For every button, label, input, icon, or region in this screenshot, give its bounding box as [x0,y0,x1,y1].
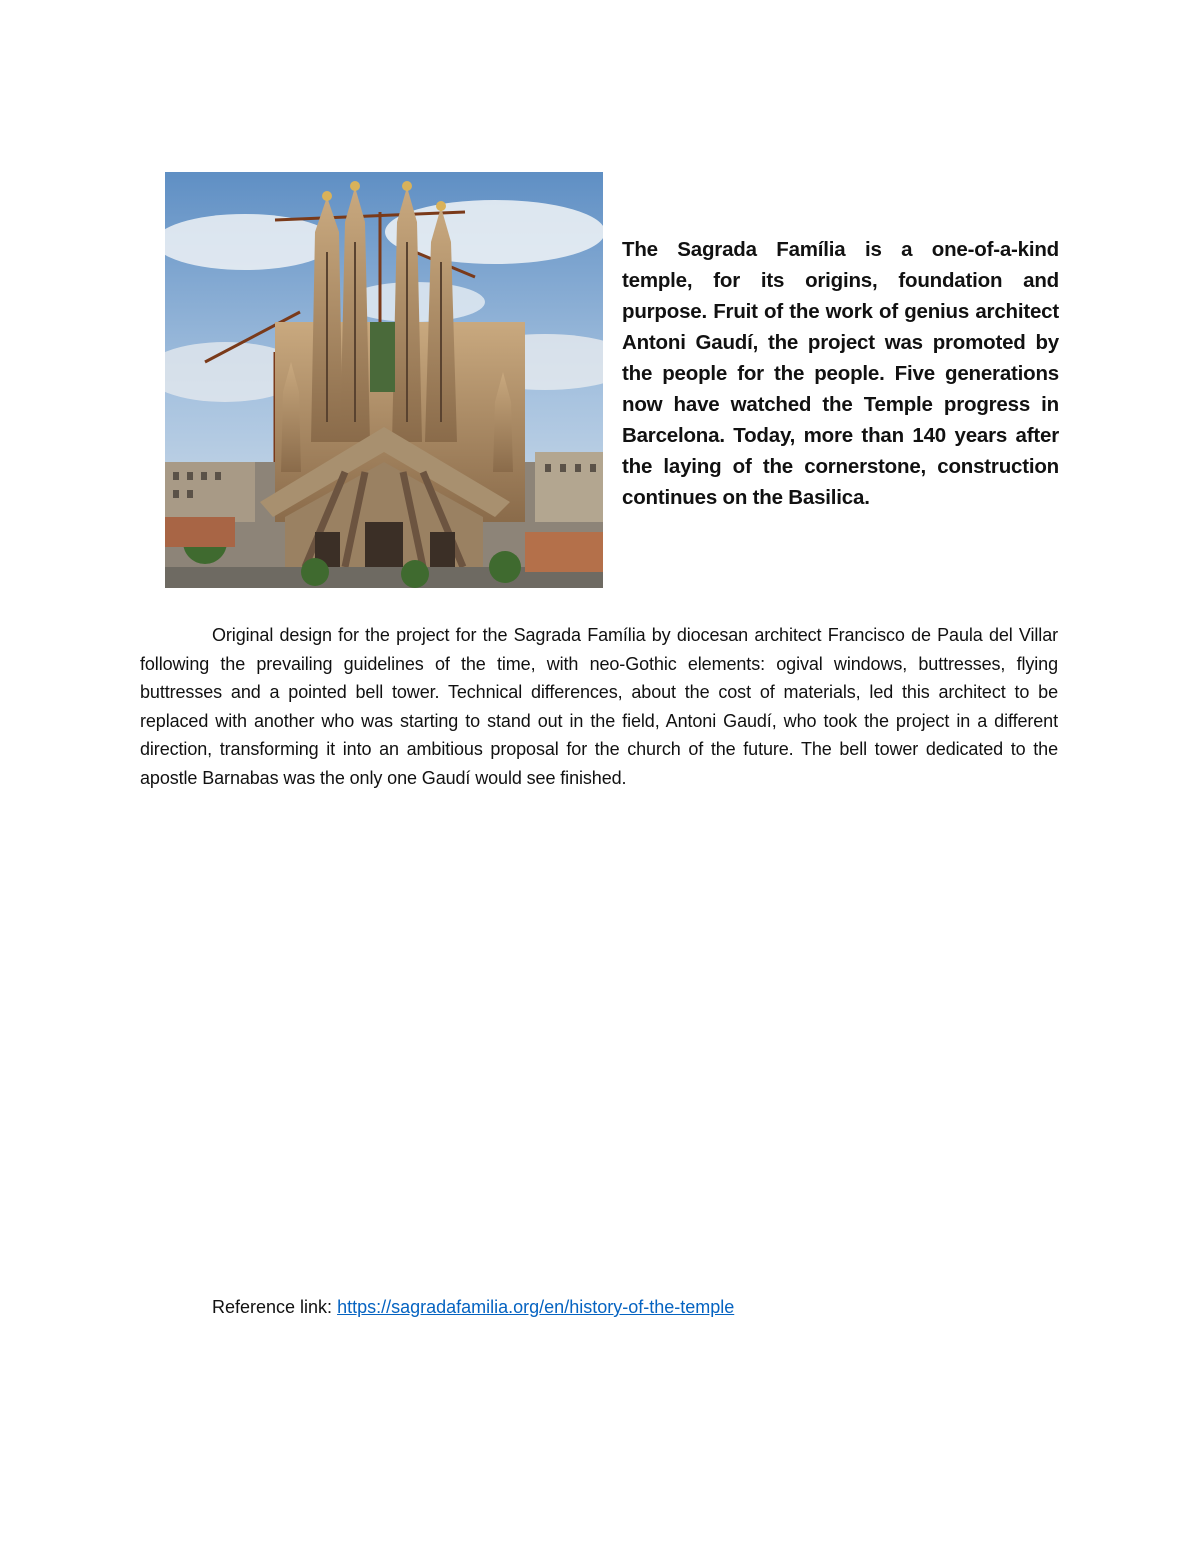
reference-link[interactable]: https://sagradafamilia.org/en/history-of-the-temple [337,1297,735,1317]
reference-line [212,1294,734,1320]
history-paragraph: Original design for the project for the Sagrada Família by diocesan architect Francisco de Paula del Villar following the prevailing guidelines of the time, with neo-Gothic elements: ogival windows, buttresses, flying buttresses and a pointed bell tower. Technical differences, about the cost of materials, led this architect to be replaced with another who was starting to stand out in the field, Antoni Gaudí, who took the project in a different direction, transforming it into an ambitious proposal for the church of the future. The bell tower dedicated to the apostle Barnabas was the only one Gaudí would see finished. [140,625,1058,788]
reference-label: Reference link: [212,1297,338,1317]
sagrada-familia-photo [165,172,603,588]
sagrada-familia-illustration [165,172,603,588]
intro-paragraph: The Sagrada Família is a one-of-a-kind temple, for its origins, foundation and purpose. Fruit of the work of genius architect Antoni Gaudí, the project was promoted by the people for the people. Five generations now have watched the Temple progress in Barcelona. Today, more than 140 years after the laying of the cornerstone, construction continues on the Basilica. [622,238,1059,509]
